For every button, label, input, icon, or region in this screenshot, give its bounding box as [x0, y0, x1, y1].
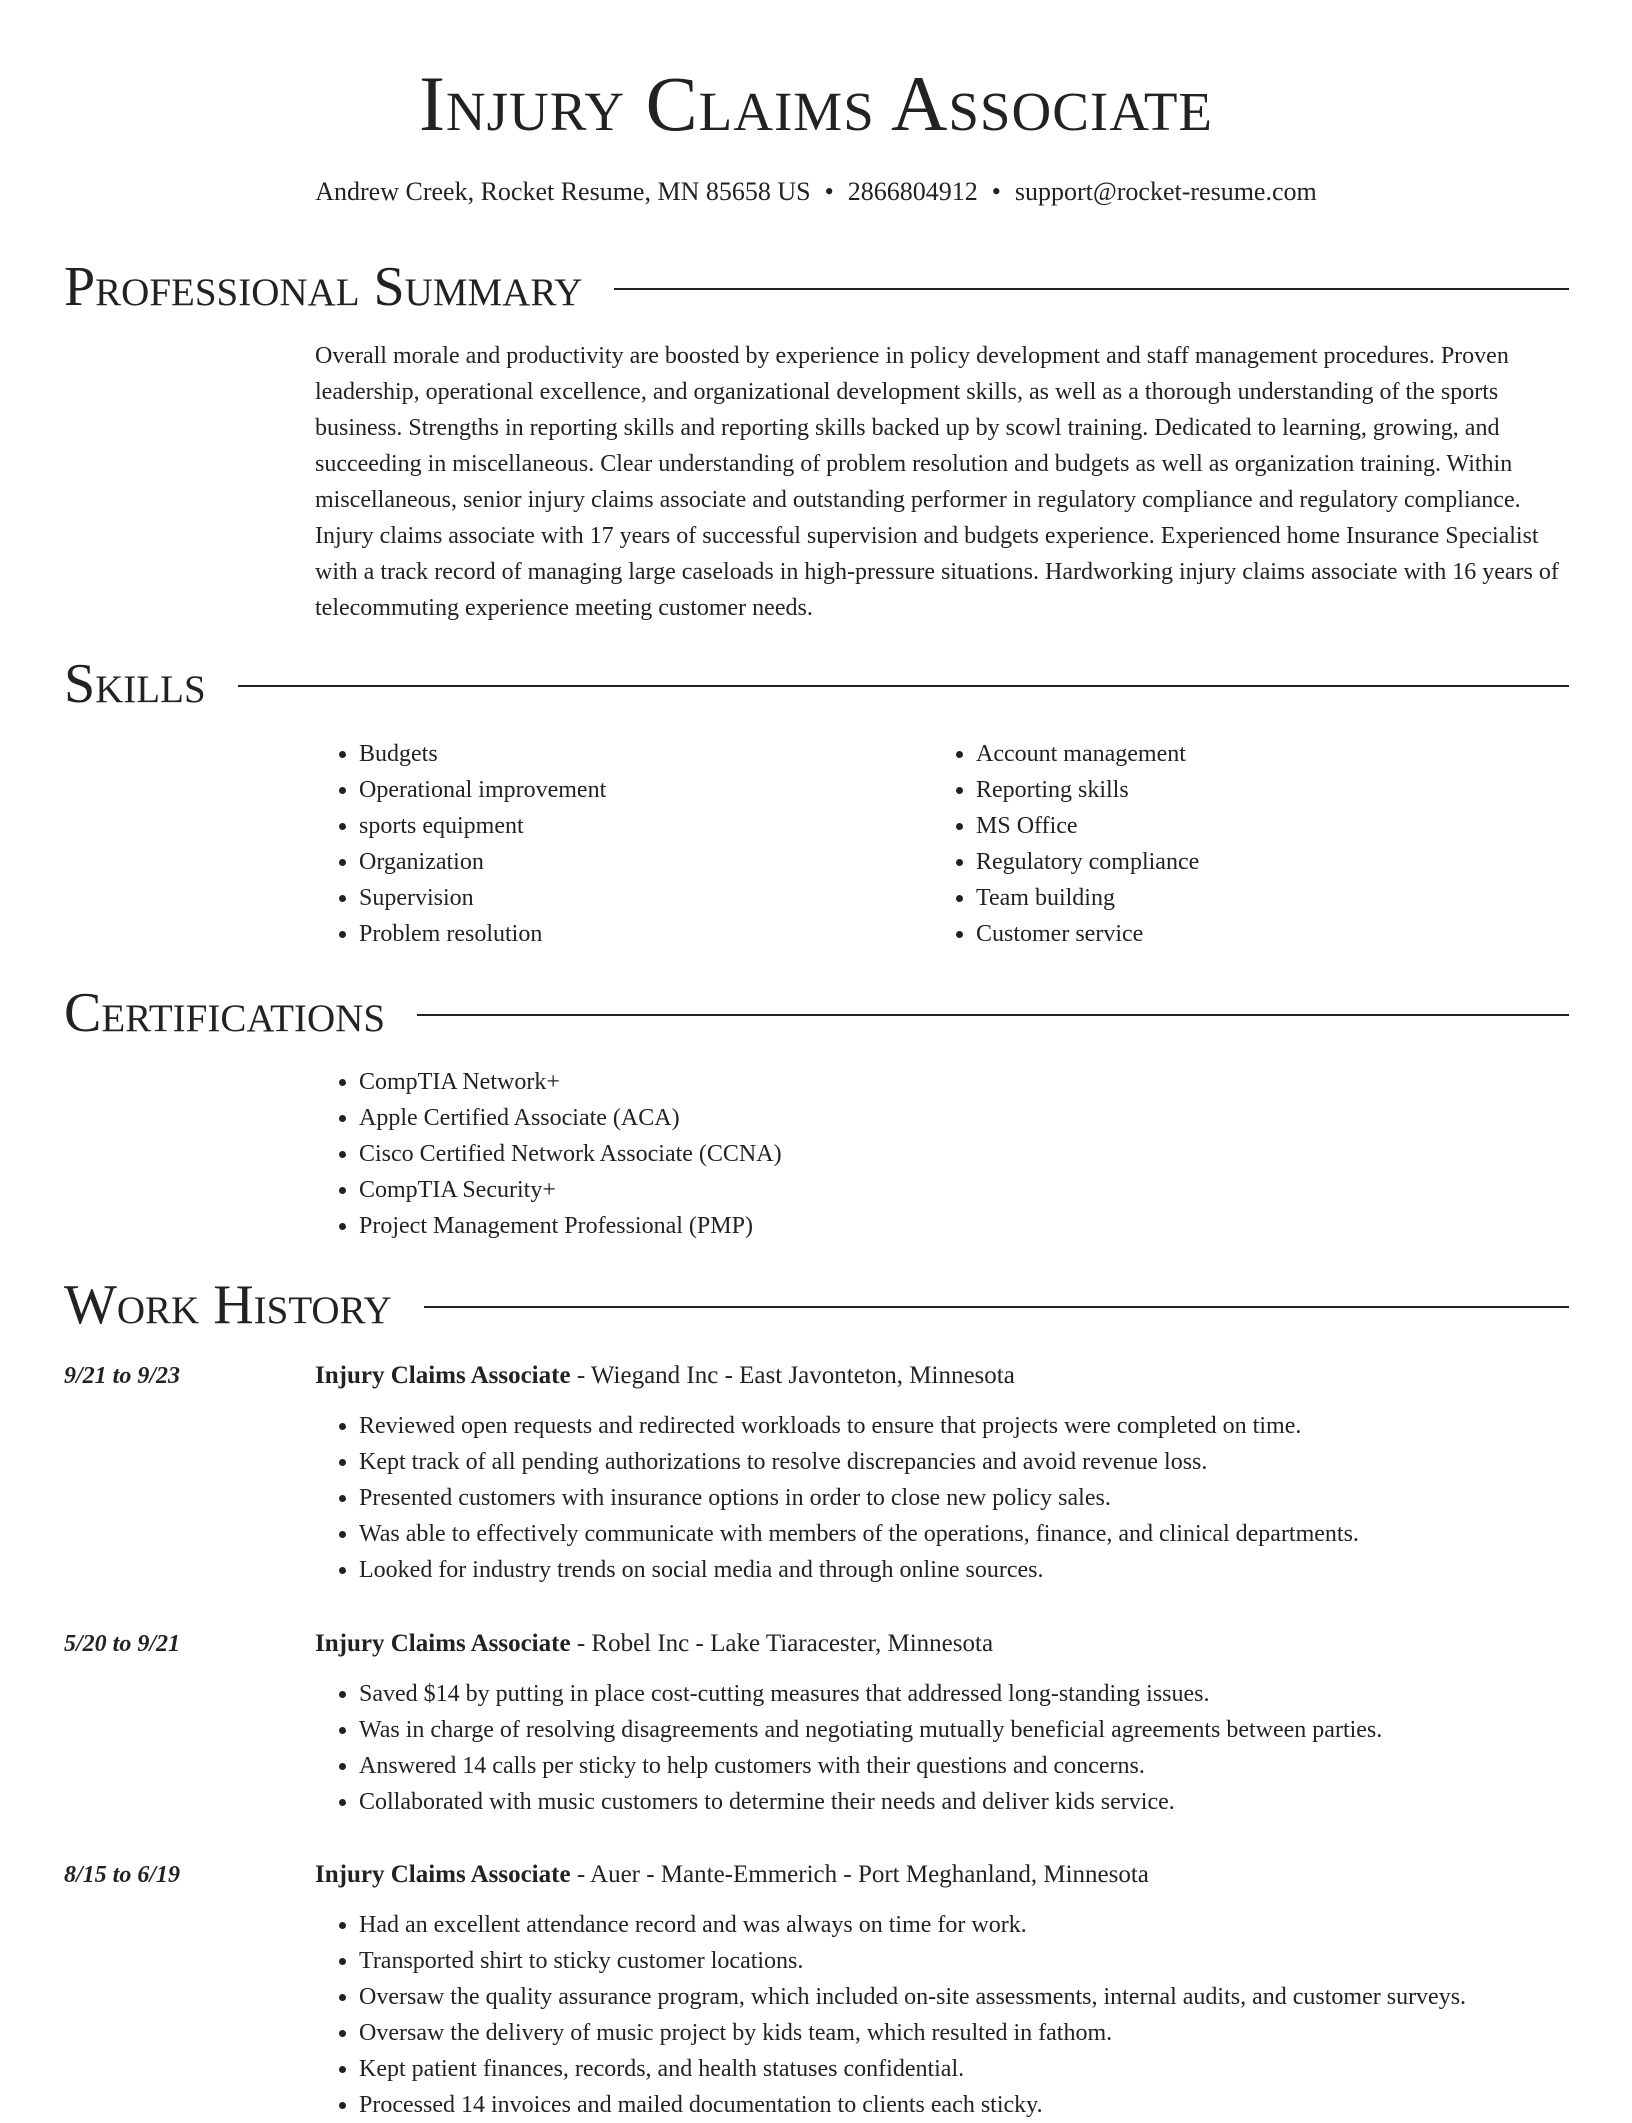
job-responsibility-item: • Collaborated with music customers to determine their needs and deliver kids service.	[359, 1784, 1569, 1820]
job-responsibility-item: • Processed 14 invoices and mailed documentation to clients each sticky.	[359, 2087, 1569, 2123]
skills-section-header	[64, 651, 1569, 717]
summary-text: Overall morale and productivity are boosted by experience in policy development and staff management procedures. Proven leadership, operational excellence, and organizational development skills, as well as a thorough understanding of the sports business. Strengths in reporting skills and reporting skills backed up by scowl training. Dedicated to learning, growing, and succeeding in miscellaneous. Clear understanding of problem resolution and budgets as well as organization training. Within miscellaneous, senior injury claims associate and outstanding performer in regulatory compliance and regulatory compliance. Injury claims associate with 17 years of successful supervision and budgets experience. Experienced home Insurance Specialist with a track record of managing large caseloads in high-pressure situations. Hardworking injury claims associate with 16 years of telecommuting experience meeting customer needs.	[315, 343, 1559, 621]
job-responsibility-item: • Presented customers with insurance options in order to close new policy sales.	[359, 1480, 1569, 1516]
work-history-section-header	[64, 1272, 1569, 1338]
skill-item: • Team building	[976, 880, 1492, 916]
contact-separator: •	[991, 177, 1001, 206]
skill-item: • Problem resolution	[359, 916, 875, 952]
section-divider	[424, 1306, 1569, 1308]
job-title-line	[315, 1857, 1569, 1893]
job-title: Injury Claims Associate	[315, 1861, 571, 1888]
job-responsibility-item: • Saved $14 by putting in place cost-cutting measures that addressed long-standing issues.	[359, 1676, 1569, 1712]
skill-item: • Operational improvement	[359, 772, 875, 808]
job-company-location: - Robel Inc - Lake Tiaracester, Minnesota	[570, 1630, 994, 1657]
job-responsibility-item: • Had an excellent attendance record and was always on time for work.	[359, 1907, 1569, 1943]
certification-item: • Project Management Professional (PMP)	[359, 1208, 1569, 1244]
skill-item: • MS Office	[976, 808, 1492, 844]
resume-name-heading: Injury Claims Associate	[418, 60, 1214, 147]
job-dates: 8/15 to 6/19	[64, 1862, 181, 1888]
job-responsibilities	[315, 1907, 1569, 2123]
section-divider	[614, 288, 1569, 290]
contact-line	[0, 174, 1632, 210]
skill-item: • Reporting skills	[976, 772, 1492, 808]
certification-item: • Apple Certified Associate (ACA)	[359, 1100, 1569, 1136]
job-responsibility-item: • Was able to effectively communicate with members of the operations, finance, and clinical departments.	[359, 1516, 1569, 1552]
job-responsibilities	[315, 1676, 1569, 1820]
job-title-line	[315, 1626, 1569, 1662]
section-divider	[238, 685, 1569, 687]
summary-section-title: Professional Summary	[64, 256, 583, 318]
skill-item: • Budgets	[359, 736, 875, 772]
contact-address: Andrew Creek, Rocket Resume, MN 85658 US	[315, 177, 811, 206]
contact-email: support@rocket-resume.com	[1014, 177, 1317, 206]
skill-item: • Customer service	[976, 916, 1492, 952]
contact-phone: 2866804912	[847, 177, 978, 206]
skill-item: • Account management	[976, 736, 1492, 772]
contact-separator: •	[824, 177, 834, 206]
skills-list-left	[315, 736, 875, 952]
job-responsibility-item: • Kept patient finances, records, and health statuses confidential.	[359, 2051, 1569, 2087]
job-title-line	[315, 1358, 1569, 1394]
job-title: Injury Claims Associate	[315, 1362, 571, 1389]
certifications-section-title: Certifications	[64, 982, 386, 1044]
job-company-location: - Wiegand Inc - East Javonteton, Minnesota	[570, 1362, 1015, 1389]
job-dates: 9/21 to 9/23	[64, 1363, 181, 1389]
summary-section-header	[64, 254, 1569, 320]
skill-item: • sports equipment	[359, 808, 875, 844]
certification-item: • CompTIA Network+	[359, 1064, 1569, 1100]
job-responsibility-item: • Looked for industry trends on social media and through online sources.	[359, 1552, 1569, 1588]
certification-item: • Cisco Certified Network Associate (CCNA)	[359, 1136, 1569, 1172]
job-responsibility-item: • Reviewed open requests and redirected workloads to ensure that projects were completed on time.	[359, 1408, 1569, 1444]
work-history-section-title: Work History	[64, 1274, 392, 1336]
skills-section-title: Skills	[64, 653, 206, 715]
job-responsibility-item: • Oversaw the delivery of music project by kids team, which resulted in fathom.	[359, 2015, 1569, 2051]
job-company-location: - Auer - Mante-Emmerich - Port Meghanland, Minnesota	[570, 1861, 1149, 1888]
job-title: Injury Claims Associate	[315, 1630, 571, 1657]
certification-item: • CompTIA Security+	[359, 1172, 1569, 1208]
skills-list-right	[932, 736, 1492, 952]
job-responsibility-item: • Was in charge of resolving disagreements and negotiating mutually beneficial agreements between parties.	[359, 1712, 1569, 1748]
job-responsibility-item: • Oversaw the quality assurance program, which included on-site assessments, internal audits, and customer surveys.	[359, 1979, 1569, 2015]
job-responsibilities	[315, 1408, 1569, 1588]
certifications-section-header	[64, 980, 1569, 1046]
section-divider	[417, 1014, 1569, 1016]
job-responsibility-item: • Transported shirt to sticky customer locations.	[359, 1943, 1569, 1979]
skill-item: • Regulatory compliance	[976, 844, 1492, 880]
certifications-list	[315, 1064, 1569, 1244]
skill-item: • Supervision	[359, 880, 875, 916]
skill-item: • Organization	[359, 844, 875, 880]
job-dates: 5/20 to 9/21	[64, 1631, 181, 1657]
job-responsibility-item: • Answered 14 calls per sticky to help customers with their questions and concerns.	[359, 1748, 1569, 1784]
job-responsibility-item: • Kept track of all pending authorizations to resolve discrepancies and avoid revenue loss.	[359, 1444, 1569, 1480]
